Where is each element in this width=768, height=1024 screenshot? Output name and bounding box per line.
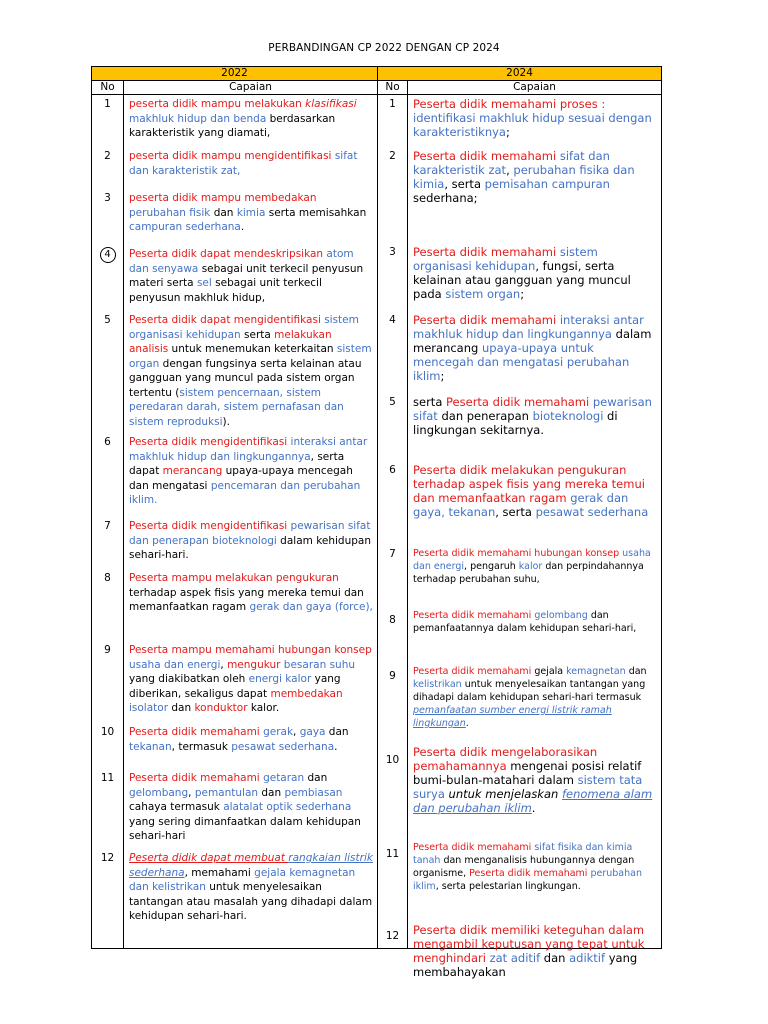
text-segment: Peserta didik dapat membuat xyxy=(129,852,289,864)
text-segment: Peserta didik memahami xyxy=(469,868,591,879)
text-segment: mengukur xyxy=(227,658,281,671)
text-segment: atom dan senyawa xyxy=(129,248,354,275)
capaian-header-left: Capaian xyxy=(124,81,378,95)
text-segment: , xyxy=(506,163,514,177)
left-number-column xyxy=(92,95,124,949)
text-segment: ; xyxy=(520,287,525,301)
right-item-number: 3 xyxy=(389,246,396,258)
text-segment: alatalat optik sederhana xyxy=(223,801,352,813)
text-segment: Peserta didik memahami xyxy=(413,313,560,327)
text-segment: , fungsi, serta kelainan atau gangguan yang muncul pada xyxy=(413,259,631,301)
column-header-row xyxy=(92,81,662,95)
text-segment: ). xyxy=(222,415,230,428)
text-segment: dan penerapan xyxy=(437,409,533,423)
left-item-number: 3 xyxy=(104,192,111,204)
text-segment: rangkaian listrik sederhana xyxy=(129,852,373,879)
left-item-number: 9 xyxy=(104,644,111,656)
right-capaian-column xyxy=(408,95,662,979)
text-segment: adiktif xyxy=(569,951,606,965)
text-segment: untuk menyelesaikan tantangan yang dihadapi dalam kehidupan sehari-hari termasuk xyxy=(413,679,646,703)
text-segment: Peserta didik memahami hubungan konsep xyxy=(413,548,623,559)
left-item-number: 8 xyxy=(104,572,111,584)
left-item-number: 2 xyxy=(104,150,111,162)
text-segment: , serta xyxy=(495,505,536,519)
text-segment: dan menganalisis hubungannya dengan organisme, xyxy=(413,855,635,879)
right-item-text xyxy=(413,245,657,301)
right-item-text xyxy=(413,463,657,519)
right-item-number: 11 xyxy=(385,848,400,860)
left-item-text xyxy=(129,435,373,508)
left-item-number: 12 xyxy=(100,852,115,864)
text-segment: dan xyxy=(325,726,349,738)
text-segment: serta xyxy=(240,328,275,341)
text-segment: upaya-upaya untuk mencegah dan mengatasi perubahan iklim xyxy=(413,341,630,383)
circled-number-marker: 4 xyxy=(100,247,116,263)
right-item-number: 5 xyxy=(389,396,396,408)
text-segment: sederhana; xyxy=(413,191,478,205)
text-segment: bioteknologi xyxy=(532,409,604,423)
text-segment: Peserta didik melakukan pengukuran terhadap aspek fisis yang mereka temui dan memanfaatkan ragam xyxy=(413,463,645,505)
year-2022-header: 2022 xyxy=(92,67,378,81)
left-item-text xyxy=(129,643,373,716)
text-segment: energi kalor xyxy=(248,673,312,685)
text-segment: gejala xyxy=(534,666,567,677)
text-segment: kimia xyxy=(236,206,266,219)
text-segment: Peserta didik dapat mendeskripsikan xyxy=(129,248,327,260)
text-segment: gelombang xyxy=(129,786,189,799)
text-segment: , termasuk xyxy=(171,740,232,753)
right-item-text xyxy=(413,923,657,979)
text-segment: dan pemanfaatannya dalam kehidupan sehari-hari, xyxy=(413,610,637,634)
text-segment: gerak xyxy=(263,726,294,738)
right-item-number: 4 xyxy=(389,314,396,326)
text-segment: dan xyxy=(304,772,328,784)
text-segment: kalor. xyxy=(247,702,280,714)
text-segment: yang sering dimanfaatkan dalam kehidupan sehari-hari xyxy=(129,815,361,842)
text-segment: merancang xyxy=(162,465,223,477)
right-item-text xyxy=(413,745,657,815)
left-item-text xyxy=(129,149,373,178)
text-segment: , serta xyxy=(444,177,485,191)
text-segment: Peserta didik memahami xyxy=(446,395,593,409)
text-segment: Peserta didik memahami xyxy=(413,245,560,259)
text-segment: gaya xyxy=(299,726,326,738)
text-segment: pesawat sederhana xyxy=(231,740,335,753)
text-segment: zat aditif xyxy=(489,951,541,965)
text-segment: untuk menemukan keterkaitan xyxy=(168,343,337,355)
text-segment: peserta didik mampu membedakan xyxy=(129,192,317,204)
text-segment: dan xyxy=(540,951,570,965)
left-item-number: 10 xyxy=(100,726,115,738)
capaian-header-right: Capaian xyxy=(408,81,662,95)
text-segment: , memahami xyxy=(184,866,255,879)
left-item-number xyxy=(92,247,123,263)
text-segment: upaya-upaya mencegah dan mengatasi xyxy=(129,465,353,492)
text-segment: getaran xyxy=(263,772,305,784)
text-segment: fenomena alam dan perubahan iklim xyxy=(413,787,653,815)
text-segment: . xyxy=(240,221,245,233)
text-segment: Peserta didik memahami xyxy=(129,772,264,784)
left-item-text xyxy=(129,571,373,615)
text-segment: sistem organisasi kehidupan xyxy=(413,245,598,273)
text-segment: Peserta didik memahami xyxy=(413,610,535,621)
text-segment: perubahan fisik xyxy=(129,206,211,219)
left-item-number: 5 xyxy=(104,314,111,326)
text-segment: usaha dan energi xyxy=(413,548,651,572)
text-segment: sifat dan karakteristik zat, xyxy=(129,150,358,177)
text-segment: kelistrikan xyxy=(413,679,462,690)
left-item-text xyxy=(129,191,373,235)
right-item-number: 12 xyxy=(385,930,400,942)
text-segment: kemagnetan xyxy=(566,666,626,677)
left-item-number: 6 xyxy=(104,436,111,448)
text-segment: perubahan iklim xyxy=(413,868,642,892)
right-item-text xyxy=(413,149,657,205)
right-item-number: 6 xyxy=(389,464,396,476)
text-segment: , serta pelestarian lingkungan. xyxy=(435,881,581,892)
right-item-number: 9 xyxy=(389,670,396,682)
text-segment: Peserta didik memahami xyxy=(413,842,535,853)
right-item-text xyxy=(413,547,657,586)
left-item-text xyxy=(129,725,373,754)
text-segment: Peserta didik memahami xyxy=(129,726,264,738)
text-segment: dan perpindahannya terhadap perubahan suhu, xyxy=(413,561,644,585)
text-segment: sistem organ xyxy=(129,343,372,370)
text-segment: gelombang xyxy=(534,610,588,621)
text-segment: cahaya termasuk xyxy=(129,801,224,813)
text-segment: perubahan fisika dan kimia xyxy=(413,163,635,191)
left-capaian-column xyxy=(124,95,378,949)
text-segment: di lingkungan sekitarnya. xyxy=(413,409,618,437)
left-item-text xyxy=(129,771,373,844)
right-item-text xyxy=(413,395,657,437)
text-segment: , xyxy=(188,786,195,799)
page-title: PERBANDINGAN CP 2022 DENGAN CP 2024 xyxy=(268,42,500,54)
text-segment: mengenai posisi relatif bumi-bulan-matahari dalam xyxy=(413,759,642,787)
text-segment: pemisahan campuran xyxy=(484,177,610,191)
text-segment: yang membahayakan xyxy=(413,951,638,979)
right-item-text xyxy=(413,665,657,730)
text-segment: dan xyxy=(258,786,285,799)
text-segment: Peserta didik memahami xyxy=(413,149,560,163)
text-segment: pembiasan xyxy=(284,786,343,799)
left-item-number: 11 xyxy=(100,772,115,784)
left-item-text xyxy=(129,519,373,563)
text-segment: Peserta didik memiliki keteguhan dalam mengambil keputusan yang tepat untuk menghindari xyxy=(413,923,645,965)
text-segment: peserta didik mampu melakukan xyxy=(129,98,306,110)
text-segment: Peserta didik memahami proses : xyxy=(413,97,606,111)
text-segment: dan xyxy=(168,702,195,714)
table-body-row xyxy=(92,95,662,949)
text-segment: sistem organisasi kehidupan xyxy=(129,314,359,341)
text-segment: makhluk hidup dan benda xyxy=(129,112,267,125)
text-segment: membedakan xyxy=(270,687,343,700)
text-segment: pewarisan sifat xyxy=(413,395,652,423)
right-item-number: 7 xyxy=(389,548,396,560)
right-item-number: 8 xyxy=(389,614,396,626)
left-item-text xyxy=(129,851,373,924)
text-segment: Peserta didik mengidentifikasi xyxy=(129,520,291,532)
text-segment: Peserta didik mengelaborasikan pemahamannya xyxy=(413,745,598,773)
right-item-number: 1 xyxy=(389,98,396,110)
text-segment: ; xyxy=(505,125,510,139)
text-segment: pemantulan xyxy=(194,786,259,799)
text-segment: melakukan analisis xyxy=(129,328,332,355)
text-segment: pewarisan sifat dan penerapan bioteknologi xyxy=(129,520,371,547)
left-item-number: 7 xyxy=(104,520,111,532)
left-item-text xyxy=(129,313,373,429)
text-segment: besaran suhu xyxy=(280,658,356,671)
text-segment: dan xyxy=(625,666,647,677)
text-segment: interaksi antar makhluk hidup dan lingkungannya xyxy=(413,313,644,341)
text-segment: peserta didik mampu mengidentifikasi xyxy=(129,150,335,162)
text-segment: serta xyxy=(413,395,447,409)
text-segment: gerak dan gaya (force), xyxy=(249,601,373,613)
text-segment: sistem tata surya xyxy=(413,773,643,801)
text-segment: untuk menjelaskan xyxy=(444,787,562,801)
text-segment: sel xyxy=(196,277,212,289)
text-segment: pesawat sederhana xyxy=(535,505,649,519)
text-segment: campuran sederhana xyxy=(129,221,241,233)
text-segment: dan xyxy=(210,206,237,219)
text-segment: berdasarkan karakteristik yang diamati, xyxy=(129,112,336,139)
text-segment: klasifikasi xyxy=(305,98,357,110)
text-segment: , xyxy=(220,658,228,671)
text-segment: gerak dan gaya, tekanan xyxy=(413,491,629,519)
text-segment: , pengaruh xyxy=(464,561,519,572)
right-item-text xyxy=(413,313,657,383)
text-segment: isolator xyxy=(129,702,169,714)
text-segment: pemanfaatan sumber energi listrik ramah lingkungan xyxy=(413,705,612,729)
text-segment: , serta dapat xyxy=(129,450,345,477)
text-segment: sifat fisika dan kimia tanah xyxy=(413,842,633,866)
text-segment: identifikasi makhluk hidup sesuai dengan karakteristiknya xyxy=(413,111,652,139)
right-item-number: 10 xyxy=(385,754,400,766)
text-segment: Peserta didik dapat mengidentifikasi xyxy=(129,314,325,326)
text-segment: Peserta didik mengidentifikasi xyxy=(129,436,291,448)
text-segment: gejala kemagnetan dan kelistrikan xyxy=(129,866,356,893)
right-item-number: 2 xyxy=(389,150,396,162)
text-segment: tekanan xyxy=(129,740,172,753)
text-segment: dengan fungsinya serta kelainan atau gangguan yang muncul pada sistem organ tertentu ( xyxy=(129,357,362,399)
text-segment: untuk menyelesaikan tantangan atau masalah yang dihadapi dalam kehidupan sehari-hari. xyxy=(129,881,373,922)
left-item-number: 1 xyxy=(104,98,111,110)
right-item-text xyxy=(413,97,657,139)
comparison-table xyxy=(91,66,662,979)
text-segment: sistem organ xyxy=(445,287,521,301)
text-segment: interaksi antar makhluk hidup dan lingkungannya xyxy=(129,436,368,463)
text-segment: Peserta mampu melakukan pengukuran xyxy=(129,572,339,584)
text-segment: Peserta mampu memahami hubungan konsep xyxy=(129,644,372,656)
left-item-text xyxy=(129,247,373,305)
text-segment: sifat dan karakteristik zat xyxy=(413,149,610,177)
text-segment: ; xyxy=(440,369,445,383)
text-segment: dalam merancang xyxy=(413,327,652,355)
text-segment: . xyxy=(465,718,469,729)
text-segment: usaha dan energi xyxy=(129,658,221,671)
text-segment: terhadap aspek fisis yang mereka temui dan memanfaatkan ragam xyxy=(129,586,364,613)
no-header-right: No xyxy=(378,81,408,95)
text-segment: sebagai unit terkecil penyusun makhluk hidup, xyxy=(129,277,322,304)
right-item-text xyxy=(413,609,657,635)
text-segment: dalam kehidupan sehari-hari. xyxy=(129,534,372,561)
text-segment: sebagai unit terkecil penyusun materi serta xyxy=(129,262,364,289)
text-segment: Peserta didik memahami xyxy=(413,666,535,677)
text-segment: yang diakibatkan oleh xyxy=(129,673,249,685)
year-2024-header: 2024 xyxy=(378,67,662,81)
text-segment: , xyxy=(293,726,300,738)
text-segment: yang diberikan, sekaligus dapat xyxy=(129,673,341,700)
year-header-row xyxy=(92,67,662,81)
right-item-text xyxy=(413,841,657,893)
text-segment: . xyxy=(334,740,338,753)
no-header-left: No xyxy=(92,81,124,95)
text-segment: serta memisahkan xyxy=(265,206,367,219)
text-segment: kalor xyxy=(518,561,543,572)
right-number-column xyxy=(378,95,408,949)
text-segment: . xyxy=(531,801,536,815)
text-segment: konduktor xyxy=(194,702,248,714)
text-segment: pencemaran dan perubahan iklim. xyxy=(129,479,361,506)
text-segment: sistem pencernaan, sistem peredaran darah, sistem pernafasan dan sistem reproduksi xyxy=(129,386,344,428)
left-item-text xyxy=(129,97,373,141)
